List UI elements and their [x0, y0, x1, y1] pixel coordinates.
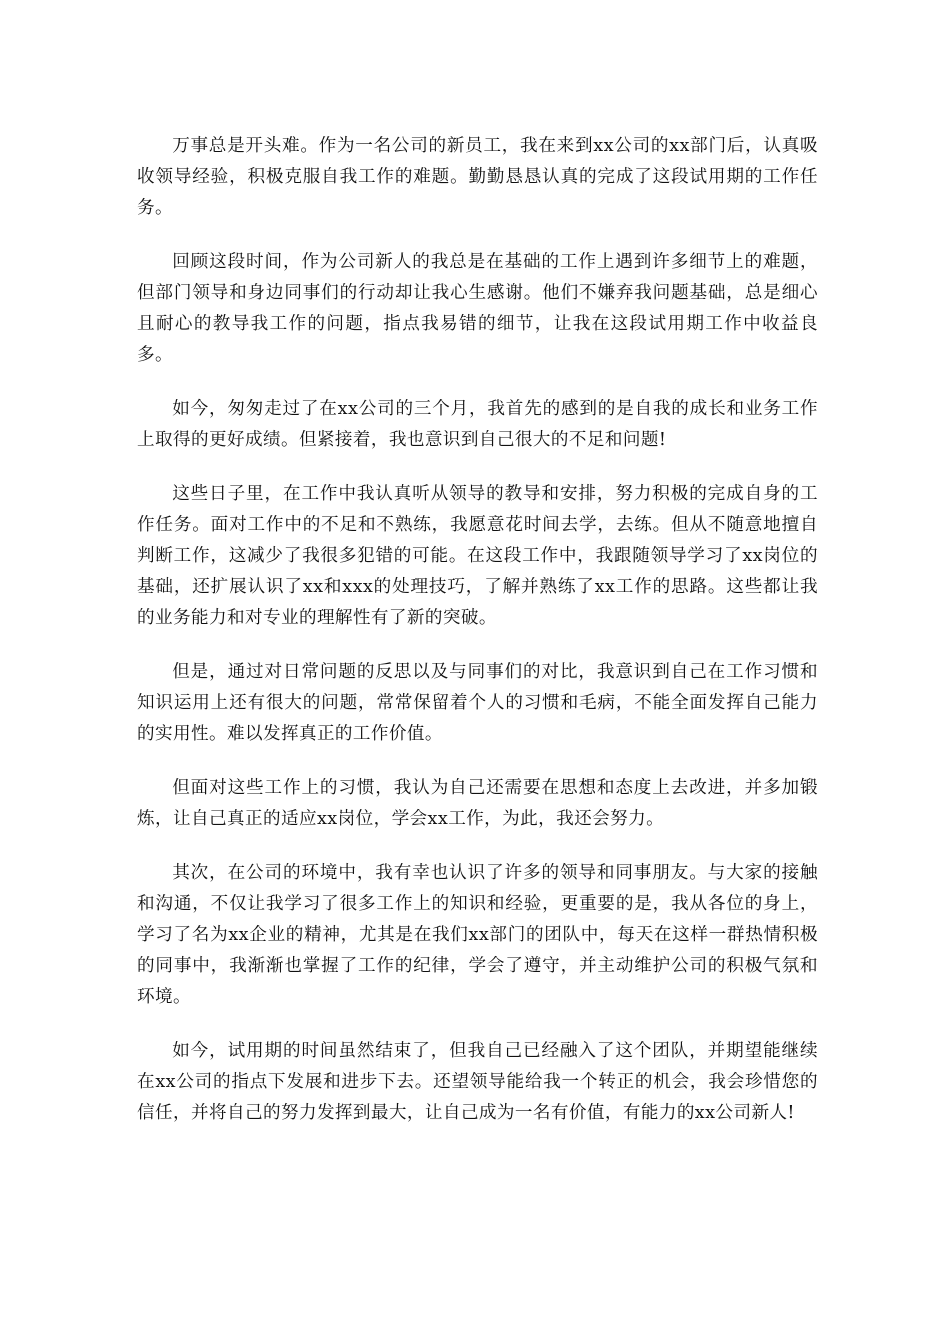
paragraph-1: 万事总是开头难。作为一名公司的新员工，我在来到xx公司的xx部门后，认真吸收领导经验，积极克服自我工作的难题。勤勤恳恳认真的完成了这段试用期的工作任务。: [137, 136, 818, 218]
paragraph-8: 如今，试用期的时间虽然结束了，但我自己已经融入了这个团队，并期望能继续在xx公司的指点下发展和进步下去。还望领导能给我一个转正的机会，我会珍惜您的信任，并将自己的努力发挥到最大，让自己成为一名有价值，有能力的xx公司新人!: [137, 1041, 818, 1123]
paragraph-3: 如今，匆匆走过了在xx公司的三个月，我首先的感到的是自我的成长和业务工作上取得的更好成绩。但紧接着，我也意识到自己很大的不足和问题!: [137, 399, 818, 450]
paragraph-6: 但面对这些工作上的习惯，我认为自己还需要在思想和态度上去改进，并多加锻炼，让自己真正的适应xx岗位，学会xx工作，为此，我还会努力。: [137, 778, 818, 829]
document-body: [137, 131, 818, 1152]
paragraph-7: 其次，在公司的环境中，我有幸也认识了许多的领导和同事朋友。与大家的接触和沟通，不仅让我学习了很多工作上的知识和经验，更重要的是，我从各位的身上，学习了名为xx企业的精神，尤其是在我们xx部门的团队中，每天在这样一群热情积极的同事中，我渐渐也掌握了工作的纪律，学会了遵守，并主动维护公司的积极气氛和环境。: [137, 863, 818, 1007]
paragraph-4: 这些日子里，在工作中我认真听从领导的教导和安排，努力积极的完成自身的工作任务。面对工作中的不足和不熟练，我愿意花时间去学，去练。但从不随意地擅自判断工作，这减少了我很多犯错的可能。在这段工作中，我跟随领导学习了xx岗位的基础，还扩展认识了xx和xxx的处理技巧，了解并熟练了xx工作的思路。这些都让我的业务能力和对专业的理解性有了新的突破。: [137, 484, 818, 628]
paragraph-2: 回顾这段时间，作为公司新人的我总是在基础的工作上遇到许多细节上的难题，但部门领导和身边同事们的行动却让我心生感谢。他们不嫌弃我问题基础，总是细心且耐心的教导我工作的问题，指点我易错的细节，让我在这段试用期工作中收益良多。: [137, 252, 818, 365]
paragraph-5: 但是，通过对日常问题的反思以及与同事们的对比，我意识到自己在工作习惯和知识运用上还有很大的问题，常常保留着个人的习惯和毛病，不能全面发挥自己能力的实用性。难以发挥真正的工作价值。: [137, 662, 818, 744]
